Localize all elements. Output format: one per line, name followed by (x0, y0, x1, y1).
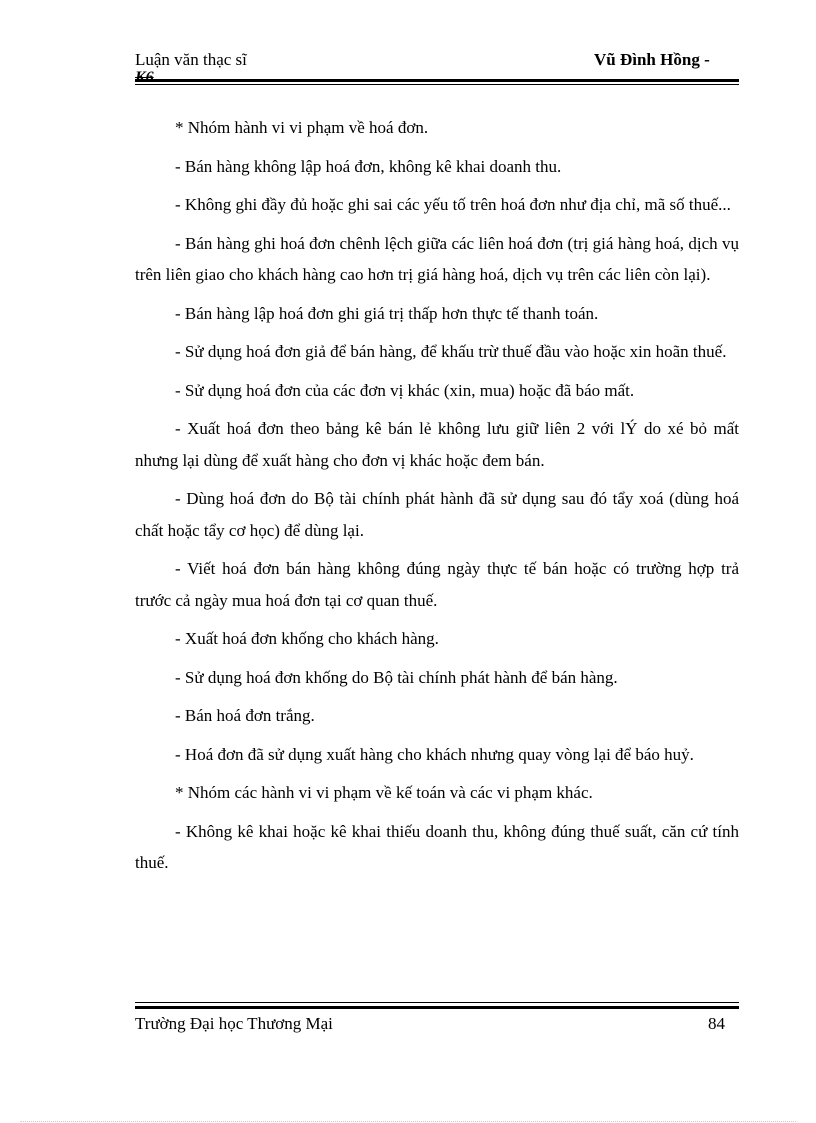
page-number: 84 (708, 1014, 725, 1033)
paragraph: - Không ghi đầy đủ hoặc ghi sai các yếu tố trên hoá đơn như địa chỉ, mã số thuế... (175, 195, 731, 214)
footer-rule-thin (135, 1002, 739, 1003)
paragraph: - Dùng hoá đơn do Bộ tài chính phát hành đã sử dụng sau đó tẩy xoá (dùng hoá chất hoặc tẩy cơ học) để dùng lại. (135, 489, 739, 540)
paragraph: - Sử dụng hoá đơn của các đơn vị khác (xin, mua) hoặc đã báo mất. (175, 380, 635, 400)
header-author: Vũ Đình Hồng - (594, 50, 710, 69)
body-text (135, 112, 739, 886)
paragraph: - Bán hoá đơn trắng. (175, 706, 315, 725)
paragraph: - Không kê khai hoặc kê khai thiếu doanh thu, không đúng thuế suất, căn cứ tính thuế. (135, 821, 739, 872)
header-thesis-type: Luận văn thạc sĩ (135, 50, 247, 69)
header-rule-thin (135, 84, 739, 85)
paragraph: - Bán hàng ghi hoá đơn chênh lệch giữa các liên hoá đơn (trị giá hàng hoá, dịch vụ trên liên giao cho khách hàng cao hơn trị giá hàng hoá, dịch vụ trên các liên còn lại). (135, 233, 739, 284)
paragraph: - Sử dụng hoá đơn giả để bán hàng, để khấu trừ thuế đầu vào hoặc xin hoãn thuế. (175, 342, 727, 361)
paragraph: * Nhóm các hành vi vi phạm về kế toán và các vi phạm khác. (175, 783, 593, 802)
footer-school-name: Trường Đại học Thương Mại (135, 1014, 333, 1033)
footer-rule-thick (135, 1006, 739, 1009)
header-course-code: K6 (135, 69, 154, 86)
paragraph: - Sử dụng hoá đơn khống do Bộ tài chính phát hành để bán hàng. (175, 667, 618, 687)
paragraph: - Hoá đơn đã sử dụng xuất hàng cho khách nhưng quay vòng lại để báo huỷ. (175, 744, 694, 764)
paragraph: - Bán hàng không lập hoá đơn, không kê khai doanh thu. (175, 156, 562, 176)
paragraph: - Bán hàng lập hoá đơn ghi giá trị thấp hơn thực tế thanh toán. (175, 303, 599, 323)
header-rule-thick (135, 79, 739, 82)
paragraph: * Nhóm hành vi vi phạm về hoá đơn. (175, 118, 429, 137)
paragraph: - Xuất hoá đơn theo bảng kê bán lẻ không lưu giữ liên 2 với lÝ do xé bỏ mất nhưng lại dùng để xuất hàng cho đơn vị khác hoặc đem bán. (135, 419, 739, 470)
page-edge-divider (20, 1121, 796, 1122)
paragraph: - Viết hoá đơn bán hàng không đúng ngày thực tế bán hoặc có trường hợp trả trước cả ngày mua hoá đơn tại cơ quan thuế. (135, 559, 739, 610)
paragraph: - Xuất hoá đơn khống cho khách hàng. (175, 629, 439, 648)
